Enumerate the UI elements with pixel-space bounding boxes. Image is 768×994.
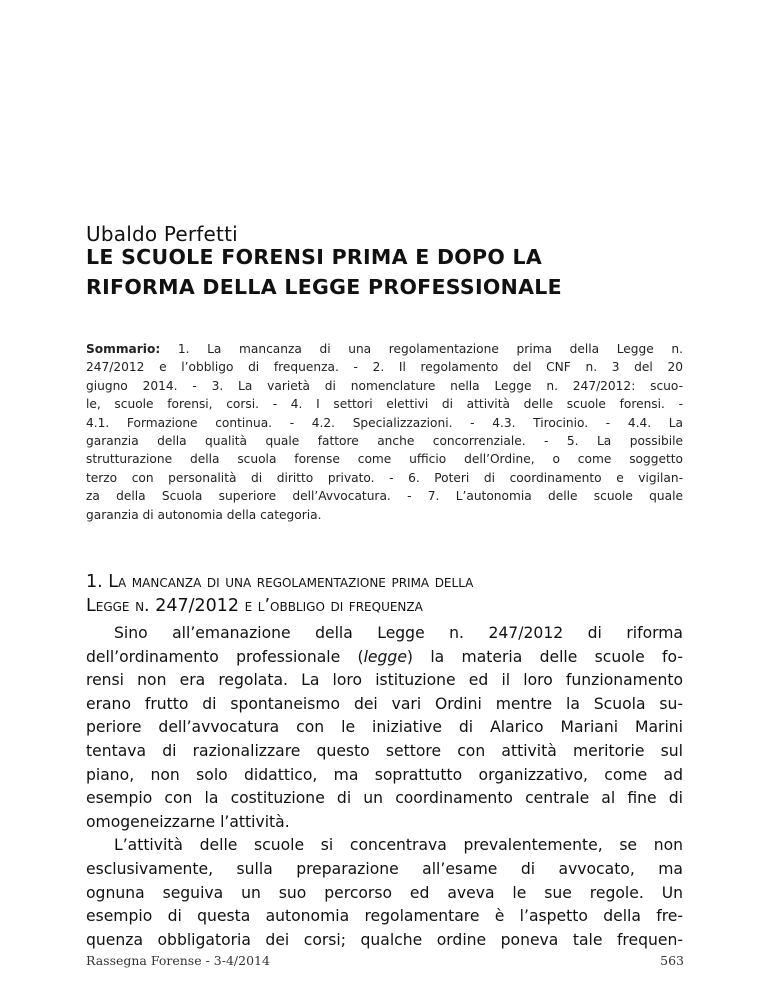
body-line: L’attività delle scuole si concentrava prevalentemente, se non [114,836,683,855]
section-title-part: 247/2012 [155,596,240,616]
footer-journal: Rassegna Forense - 3-4/2014 [86,953,270,968]
section-heading-line [86,570,686,594]
summary-label: Sommario: [86,342,161,356]
section-title-part: e l’obbligo di frequenza [244,596,423,616]
body-line: esclusivamente, sulla preparazione all’esame di avvocato, ma [86,859,683,878]
page-number: 563 [660,953,684,968]
body-line: tentava di razionalizzare questo settore con attività meritorie sul [86,741,683,760]
section-heading [86,570,686,618]
summary-line: garanzia della qualità quale fattore anche concorrenziale. - 5. La possibile [86,433,683,448]
body-line: periore dell’avvocatura con le iniziative di Alarico Mariani Marini [86,718,683,737]
summary-line: le, scuole forensi, corsi. - 4. I settori elettivi di attività delle scuole forensi. - [86,397,683,412]
summary-line [86,340,683,358]
section-number: 1. [86,572,103,592]
summary-line: strutturazione della scuola forense come ufficio dell’Ordine, o come soggetto [86,452,683,467]
body-line: piano, non solo didattico, ma soprattutto organizzativo, come ad [86,765,683,784]
summary-line: garanzia di autonomia della categoria. [86,507,322,522]
summary-line: giugno 2014. - 3. La varietà di nomenclature nella Legge n. 247/2012: scuo- [86,378,683,393]
body-line: ognuna seguiva un suo percorso ed aveva le sue regole. Un [86,883,683,902]
body-line: quenza obbligatoria dei corsi; qualche ordine poneva tale frequen- [86,930,683,949]
section-title-part: La mancanza di una regolamentazione prima della [108,572,474,592]
summary-line: terzo con personalità di diritto privato. - 6. Poteri di coordinamento e vigilan- [86,470,683,485]
summary-text: 1. La mancanza di una regolamentazione prima della Legge n. [160,342,683,356]
body-line: rensi non era regolata. La loro istituzione ed il loro funzionamento [86,671,683,690]
title-line: LE SCUOLE FORENSI PRIMA E DOPO LA [86,245,543,269]
summary-line: 4.1. Formazione continua. - 4.2. Specializzazioni. - 4.3. Tirocinio. - 4.4. La [86,415,683,430]
article-title [86,242,686,302]
body-line [86,646,683,670]
author-name: Ubaldo Perfetti [86,222,238,246]
body-line: esempio con la costituzione di un coordinamento centrale al fine di [86,789,683,808]
summary-line: za della Scuola superiore dell’Avvocatura. - 7. L’autonomia delle scuole quale [86,489,683,504]
body-line: esempio di questa autonomia regolamentare è l’aspetto della fre- [86,907,683,926]
body-text [86,622,683,952]
section-title-part: Legge n. [86,596,150,616]
section-heading-line [86,594,686,618]
body-line: Sino all’emanazione della Legge n. 247/2012 di riforma [114,624,683,642]
body-italic: legge [363,647,407,666]
body-line: omogeneizzarne l’attività. [86,812,290,831]
title-line: RIFORMA DELLA LEGGE PROFESSIONALE [86,275,562,299]
summary-block [86,340,683,524]
body-text-run: ) la materia delle scuole fo- [406,647,683,666]
body-line: erano frutto di spontaneismo dei vari Ordini mentre la Scuola su- [86,694,683,713]
body-text-run: dell’ordinamento professionale ( [86,647,364,666]
summary-line: 247/2012 e l’obbligo di frequenza. - 2. Il regolamento del CNF n. 3 del 20 [86,360,683,375]
